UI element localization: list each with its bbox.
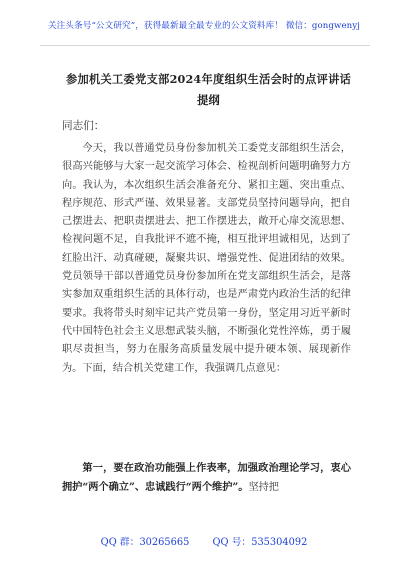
greeting: 同志们： <box>62 120 105 132</box>
section-1-heading: 第一，要在政治功能强上作表率，加强政治理论学习，衷心拥护“两个确立”、忠诚践行“两个维护”。 <box>62 462 351 493</box>
header-divider <box>40 45 370 46</box>
footer-qq-number: QQ 号：535304092 <box>212 537 308 548</box>
footer <box>0 534 408 548</box>
section-1 <box>62 459 351 497</box>
header-banner: 关注头条号“公文研究”，获得最新最全最专业的公文资料库！ 微信：gongwenyj <box>47 21 361 31</box>
paragraph-1: 今天，我以普通党员身份参加机关工委党支部组织生活会，很高兴能够与大家一起交流学习体会、检视剖析问题明确努力方向。我认为，本次组织生活会准备充分、紧扣主题、突出重点、程序规范、形式严谨、效果显著。支部党员坚持问题导向，把自己摆进去、把职责摆进去、把工作摆进去，敞开心扉交流思想、检视问题不足，自我批评不遮不掩，相互批评坦诚相见，达到了红脸出汗、动真碰硬，凝聚共识、增强党性、促进团结的效果。党员领导干部以普通党员身份参加所在党支部组织生活会，是落实参加双重组织生活的具体行动，也是严肃党内政治生活的纪律要求。我将带头时刻牢记共产党员第一身份，坚定用习近平新时代中国特色社会主义思想武装头脑，不断强化党性淬炼，勇于履职尽责担当，努力在服务高质量发展中提升硬本领、展现新作为。下面，结合机关党建工作，我强调几点意见： <box>62 143 351 374</box>
section-1-tail: 坚持把 <box>248 482 279 493</box>
document-title: 参加机关工委党支部2024年度组织生活会时的点评讲话提纲 <box>66 72 351 107</box>
body-text <box>62 140 351 378</box>
footer-qq-group: QQ 群：30265665 <box>100 537 190 548</box>
